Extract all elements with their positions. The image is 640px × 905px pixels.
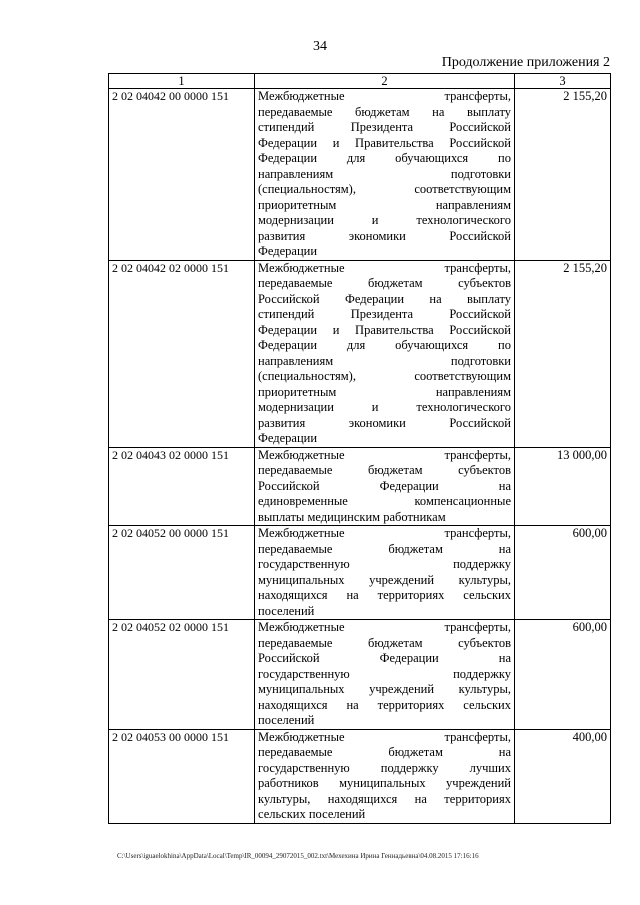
- description-line: поселений: [258, 713, 315, 727]
- amount-value: 600,00: [515, 526, 611, 620]
- table-header-row: [109, 74, 611, 89]
- description-cell: [255, 89, 515, 261]
- column-header-3: 3: [515, 74, 611, 89]
- description-line: Межбюджетные трансферты,: [258, 729, 511, 744]
- description-line: Федерации и Правительства Российской: [258, 135, 511, 150]
- description-line: развития экономики Российской: [258, 415, 511, 430]
- description-line: Федерации: [258, 431, 318, 445]
- description-line: Российской Федерации на: [258, 478, 511, 493]
- column-header-1: 1: [109, 74, 255, 89]
- continuation-label: Продолжение приложения 2: [441, 55, 610, 70]
- description-line: Федерации: [258, 244, 318, 258]
- description-line: выплаты медицинским работникам: [258, 509, 446, 524]
- description-line: находящихся на территориях сельских: [258, 588, 511, 602]
- description-line: государственную поддержку: [258, 557, 511, 571]
- description-line: Межбюджетные трансферты,: [258, 526, 511, 540]
- budget-table: [108, 73, 611, 824]
- table-row: [109, 447, 611, 526]
- budget-code: 2 02 04043 02 0000 151: [109, 447, 255, 526]
- description-line: передаваемые бюджетам на выплату: [258, 104, 511, 119]
- description-line: передаваемые бюджетам субъектов: [258, 463, 511, 477]
- description-line: (специальностям), соответствующим: [258, 369, 511, 383]
- amount-value: 2 155,20: [515, 260, 611, 447]
- description-line: передаваемые бюджетам субъектов: [258, 635, 511, 650]
- description-line: стипендий Президента Российской: [258, 120, 511, 134]
- budget-code: 2 02 04052 00 0000 151: [109, 526, 255, 620]
- description-line: (специальностям), соответствующим: [258, 182, 511, 196]
- budget-code: 2 02 04042 02 0000 151: [109, 260, 255, 447]
- amount-value: 600,00: [515, 620, 611, 730]
- description-line: направлениям подготовки: [258, 353, 511, 368]
- description-line: работников муниципальных учреждений: [258, 776, 511, 790]
- description-line: передаваемые бюджетам на: [258, 541, 511, 556]
- budget-code: 2 02 04053 00 0000 151: [109, 729, 255, 823]
- description-cell: [255, 447, 515, 526]
- description-cell: [255, 729, 515, 823]
- description-cell: [255, 526, 515, 620]
- description-line: стипендий Президента Российской: [258, 307, 511, 321]
- budget-code: 2 02 04042 00 0000 151: [109, 89, 255, 261]
- column-header-2: 2: [255, 74, 515, 89]
- description-line: Российской Федерации на: [258, 651, 511, 665]
- description-line: передаваемые бюджетам субъектов: [258, 276, 511, 290]
- description-line: единовременные компенсационные: [258, 494, 511, 508]
- table-row: [109, 89, 611, 261]
- description-line: модернизации и технологического: [258, 213, 511, 227]
- description-line: передаваемые бюджетам на: [258, 745, 511, 759]
- table-row: [109, 620, 611, 730]
- description-line: культуры, находящихся на территориях: [258, 791, 511, 806]
- description-line: Федерации и Правительства Российской: [258, 322, 511, 337]
- description-line: муниципальных учреждений культуры,: [258, 682, 511, 696]
- description-line: поселений: [258, 603, 315, 618]
- description-line: муниципальных учреждений культуры,: [258, 572, 511, 587]
- description-cell: [255, 620, 515, 730]
- description-line: направлениям подготовки: [258, 166, 511, 181]
- amount-value: 2 155,20: [515, 89, 611, 261]
- description-line: Межбюджетные трансферты,: [258, 620, 511, 634]
- amount-value: 13 000,00: [515, 447, 611, 526]
- budget-code: 2 02 04052 02 0000 151: [109, 620, 255, 730]
- description-line: Федерации для обучающихся по: [258, 151, 511, 165]
- description-line: Российской Федерации на выплату: [258, 291, 511, 306]
- description-line: приоритетным направлениям: [258, 384, 511, 399]
- description-line: Межбюджетные трансферты,: [258, 447, 511, 462]
- table-row: [109, 526, 611, 620]
- description-line: Межбюджетные трансферты,: [258, 260, 511, 275]
- file-path-footer: C:\Users\iguaelokhina\AppData\Local\Temp\IR_00094_29072015_002.txt\Мехехина Ирина Геннадьевна\04.08.2015 17:16:16: [117, 852, 479, 860]
- description-line: государственную поддержку: [258, 666, 511, 681]
- description-line: развития экономики Российской: [258, 228, 511, 243]
- description-line: Межбюджетные трансферты,: [258, 89, 511, 103]
- description-line: приоритетным направлениям: [258, 197, 511, 212]
- amount-value: 400,00: [515, 729, 611, 823]
- description-line: Федерации для обучающихся по: [258, 338, 511, 352]
- description-line: находящихся на территориях сельских: [258, 697, 511, 712]
- description-line: сельских поселений: [258, 807, 366, 821]
- table-row: [109, 260, 611, 447]
- description-line: государственную поддержку лучших: [258, 760, 511, 775]
- table-row: [109, 729, 611, 823]
- page-number: 34: [313, 39, 327, 54]
- description-cell: [255, 260, 515, 447]
- description-line: модернизации и технологического: [258, 400, 511, 414]
